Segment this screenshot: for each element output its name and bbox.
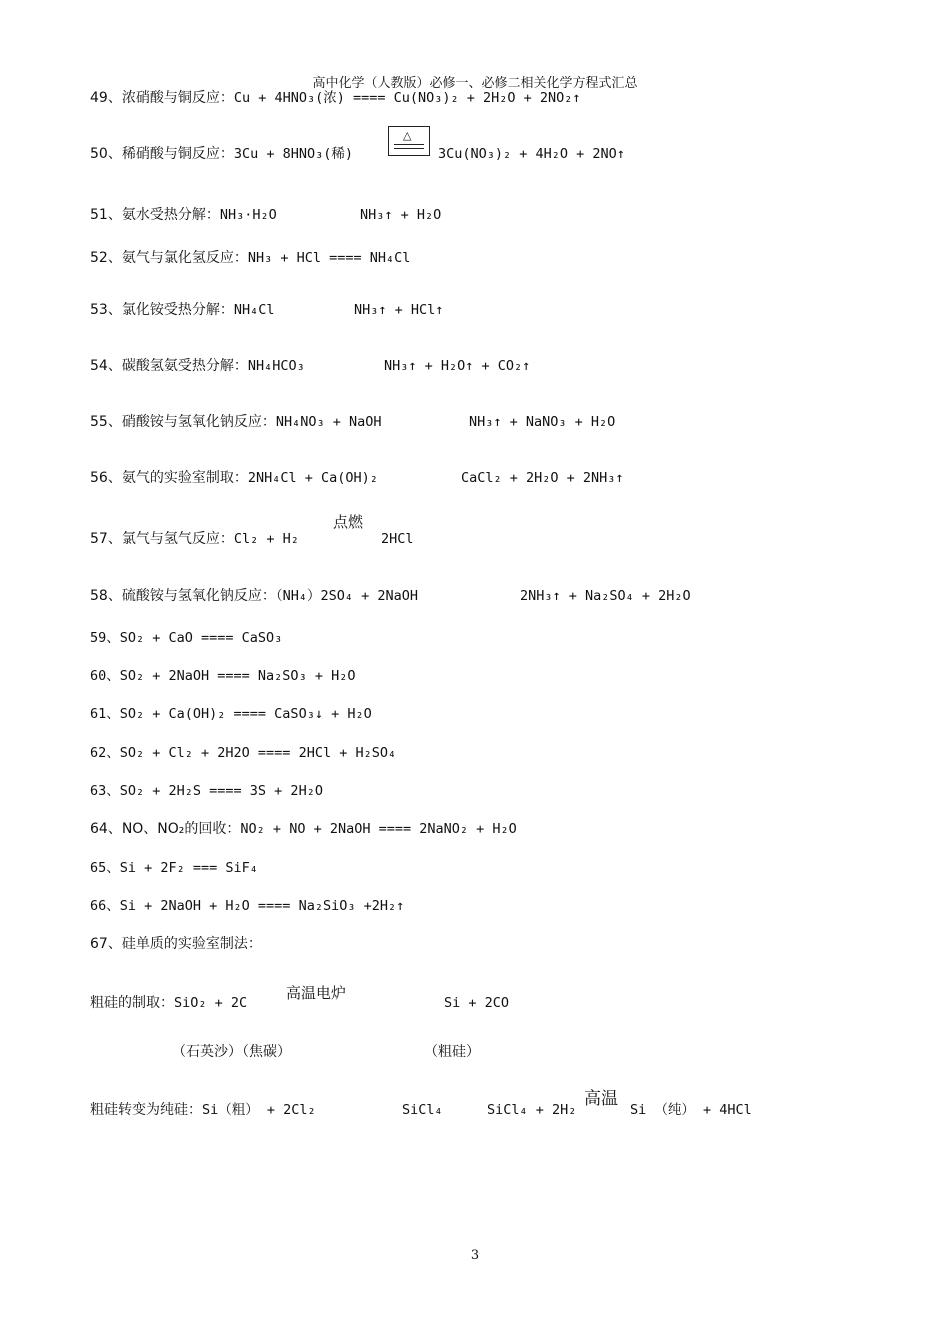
equation-58	[90, 586, 418, 606]
crude-silicon-rhs	[444, 993, 509, 1013]
equation-label: 64、NO、NO₂的回收：	[90, 821, 241, 837]
reactant-names: （石英沙）（焦碳）	[172, 1044, 291, 1060]
heat-icon: △	[403, 129, 412, 142]
condition-high-temp: 高温	[584, 1089, 618, 1109]
equation-53	[90, 300, 274, 320]
equation-rhs: CaCl₂ + 2H₂O + 2NH₃↑	[461, 470, 624, 486]
equation-51	[90, 205, 277, 225]
equation-lhs: NH₄NO₃ + NaOH	[275, 414, 382, 430]
equation-rhs: NH₃↑ + H₂O↑ + CO₂↑	[384, 358, 531, 374]
heat-condition-box	[388, 126, 430, 156]
equation-63: 63、SO₂ + 2H₂S ==== 3S + 2H₂O	[90, 783, 323, 799]
equation-rhs: NH₃↑ + NaNO₃ + H₂O	[469, 414, 616, 430]
equation-lhs: NH₄Cl	[233, 302, 275, 318]
equation-50-rhs	[438, 144, 625, 164]
equation-49	[90, 88, 581, 108]
equation-lhs: 2NH₄Cl + Ca(OH)₂	[247, 470, 378, 486]
equation-lhs: （NH₄）2SO₄ + 2NaOH	[275, 588, 418, 604]
equation-57-rhs	[381, 529, 414, 549]
equation-54-rhs	[384, 356, 530, 376]
equation-label: 55、硝酸铵与氢氧化钠反应：	[90, 414, 276, 430]
pure-silicon-mid	[402, 1100, 443, 1120]
equation-67-heading: 67、硅单质的实验室制法：	[90, 936, 262, 952]
equation-55	[90, 412, 382, 432]
equation-label: 粗硅转变为纯硅：	[90, 1102, 202, 1118]
equation-text: NH₃ + HCl ==== NH₄Cl	[247, 250, 411, 266]
equation-lhs: 3Cu + 8HNO₃(稀)	[233, 146, 353, 162]
equation-50	[90, 144, 353, 164]
product-name: （粗硅）	[424, 1044, 480, 1060]
equation-label: 52、氨气与氯化氢反应：	[90, 250, 248, 266]
equation-57	[90, 529, 299, 549]
condition-ignite: 点燃	[333, 513, 364, 531]
pure-silicon-rhs	[630, 1100, 752, 1120]
equation-56-rhs	[461, 468, 624, 488]
equation-lhs: NH₄HCO₃	[247, 358, 305, 374]
equation-rhs: 2HCl	[381, 531, 414, 547]
equation-rhs: 2NH₃↑ + Na₂SO₄ + 2H₂O	[520, 588, 691, 604]
equation-58-rhs	[520, 586, 691, 606]
equation-rhs: 3Cu(NO₃)₂ + 4H₂O + 2NO↑	[438, 146, 625, 162]
condition-furnace: 高温电炉	[286, 984, 347, 1002]
equation-59: 59、SO₂ + CaO ==== CaSO₃	[90, 630, 283, 646]
equals-bar	[394, 144, 424, 145]
equation-label: 58、硫酸铵与氢氧化钠反应：	[90, 588, 276, 604]
equation-rhs: Si + 2CO	[444, 995, 510, 1011]
page-header: 高中化学（人教版）必修一、必修二相关化学方程式汇总	[312, 76, 638, 91]
equation-label: 56、氨气的实验室制取：	[90, 470, 248, 486]
equation-rhs: NH₃↑ + HCl↑	[354, 302, 444, 318]
equation-intermediate-2: SiCl₄ + 2H₂	[487, 1102, 577, 1118]
equation-62: 62、SO₂ + Cl₂ + 2H2O ==== 2HCl + H₂SO₄	[90, 745, 397, 761]
crude-silicon-equation	[90, 993, 247, 1013]
equation-label: 51、氨水受热分解：	[90, 207, 220, 223]
equation-lhs: Si（粗） + 2Cl₂	[202, 1102, 316, 1118]
equation-55-rhs	[469, 412, 615, 432]
equation-lhs: NH₃·H₂O	[219, 207, 277, 223]
equation-64	[90, 819, 517, 839]
equation-54	[90, 356, 305, 376]
equation-65: 65、Si + 2F₂ === SiF₄	[90, 860, 258, 876]
equation-label: 54、碳酸氢氨受热分解：	[90, 358, 248, 374]
equation-text: NO₂ + NO + 2NaOH ==== 2NaNO₂ + H₂O	[240, 821, 517, 837]
equation-53-rhs	[354, 300, 443, 320]
equation-label: 53、氯化铵受热分解：	[90, 302, 234, 318]
pure-silicon-equation	[90, 1100, 316, 1120]
equals-bar	[394, 148, 424, 149]
equation-51-rhs	[360, 205, 441, 225]
equation-56	[90, 468, 378, 488]
equation-label: 57、氯气与氢气反应：	[90, 531, 234, 547]
equation-label: 49、浓硝酸与铜反应：	[90, 90, 234, 106]
equation-label: 粗硅的制取：	[90, 995, 174, 1011]
page-number: 3	[470, 1248, 480, 1263]
equation-rhs: NH₃↑ + H₂O	[360, 207, 442, 223]
equation-66: 66、Si + 2NaOH + H₂O ==== Na₂SiO₃ +2H₂↑	[90, 898, 405, 914]
equation-intermediate: SiCl₄	[402, 1102, 443, 1118]
pure-silicon-mid2	[487, 1100, 576, 1120]
equation-rhs: Si （纯） + 4HCl	[630, 1102, 752, 1118]
equation-lhs: SiO₂ + 2C	[174, 995, 248, 1011]
equation-label: 50、稀硝酸与铜反应：	[90, 146, 234, 162]
equation-52	[90, 248, 410, 268]
equation-60: 60、SO₂ + 2NaOH ==== Na₂SO₃ + H₂O	[90, 668, 356, 684]
equation-text: Cu + 4HNO₃(浓) ==== Cu(NO₃)₂ + 2H₂O + 2NO₂↑	[233, 90, 581, 106]
equation-61: 61、SO₂ + Ca(OH)₂ ==== CaSO₃↓ + H₂O	[90, 706, 372, 722]
equation-lhs: Cl₂ + H₂	[233, 531, 299, 547]
